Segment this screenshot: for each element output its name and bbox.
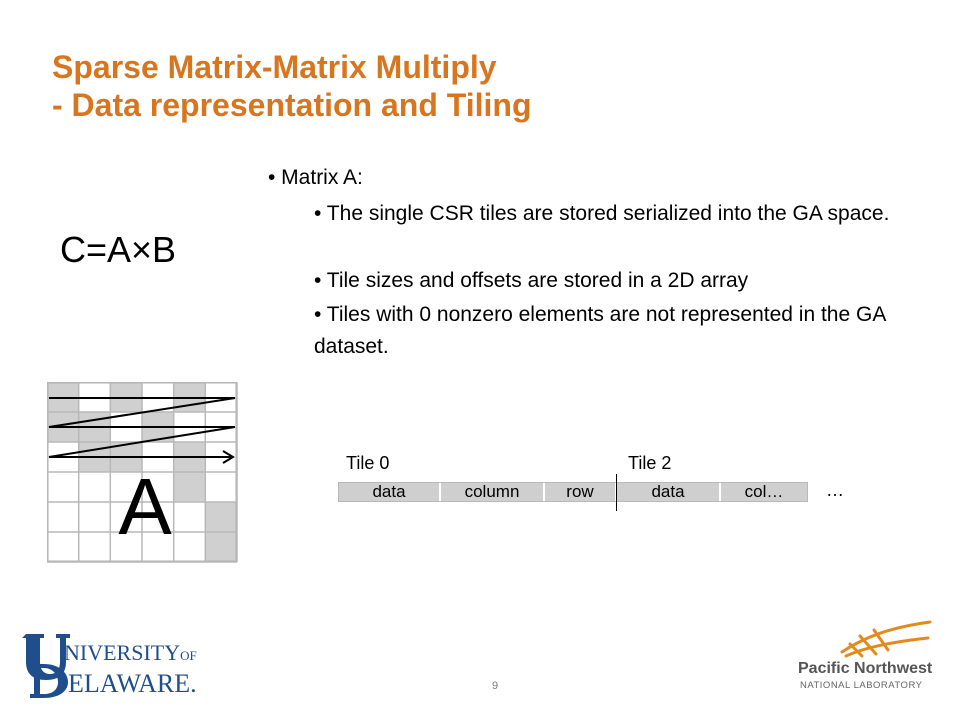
pnnl-logo: [790, 620, 950, 710]
bullet-matrix-a: • Matrix A:: [268, 166, 363, 189]
equation-text: C=A×B: [60, 229, 177, 270]
strip-cell-column: column: [441, 483, 545, 501]
ud-line1: NIVERSITYOF: [64, 640, 197, 665]
matrix-label: A: [118, 462, 172, 551]
matrix-a-diagram: [47, 382, 237, 562]
strip-cell-data: data: [617, 483, 721, 501]
serialized-strip: [338, 482, 808, 502]
pnnl-subtitle: NATIONAL LABORATORY: [800, 680, 923, 691]
tile-2-label: Tile 2: [628, 453, 672, 473]
pnnl-name: Pacific Northwest: [798, 660, 933, 677]
pnnl-mark-icon: [790, 620, 950, 660]
strip-ellipsis: …: [826, 480, 844, 500]
tile-0-label: Tile 0: [346, 453, 390, 473]
strip-cell-data: data: [339, 483, 441, 501]
tile-boundary-line: [616, 474, 617, 511]
university-of-delaware-logo: [22, 630, 212, 700]
strip-cell-col: col…: [721, 483, 807, 501]
ud-line2: ELAWARE.: [68, 669, 197, 698]
sub-bullet-1: • The single CSR tiles are stored serialized into the GA space.: [314, 202, 890, 225]
sub-bullet-3: • Tiles with 0 nonzero elements are not represented in the GA dataset.: [314, 303, 886, 358]
page-number: 9: [491, 680, 499, 692]
sub-bullet-2: • Tile sizes and offsets are stored in a 2D array: [314, 269, 749, 292]
strip-cell-row: row: [545, 483, 617, 501]
title-line-1: Sparse Matrix-Matrix Multiply: [52, 49, 497, 85]
title-line-2: - Data representation and Tiling: [52, 87, 532, 123]
slide-title: [52, 48, 912, 124]
